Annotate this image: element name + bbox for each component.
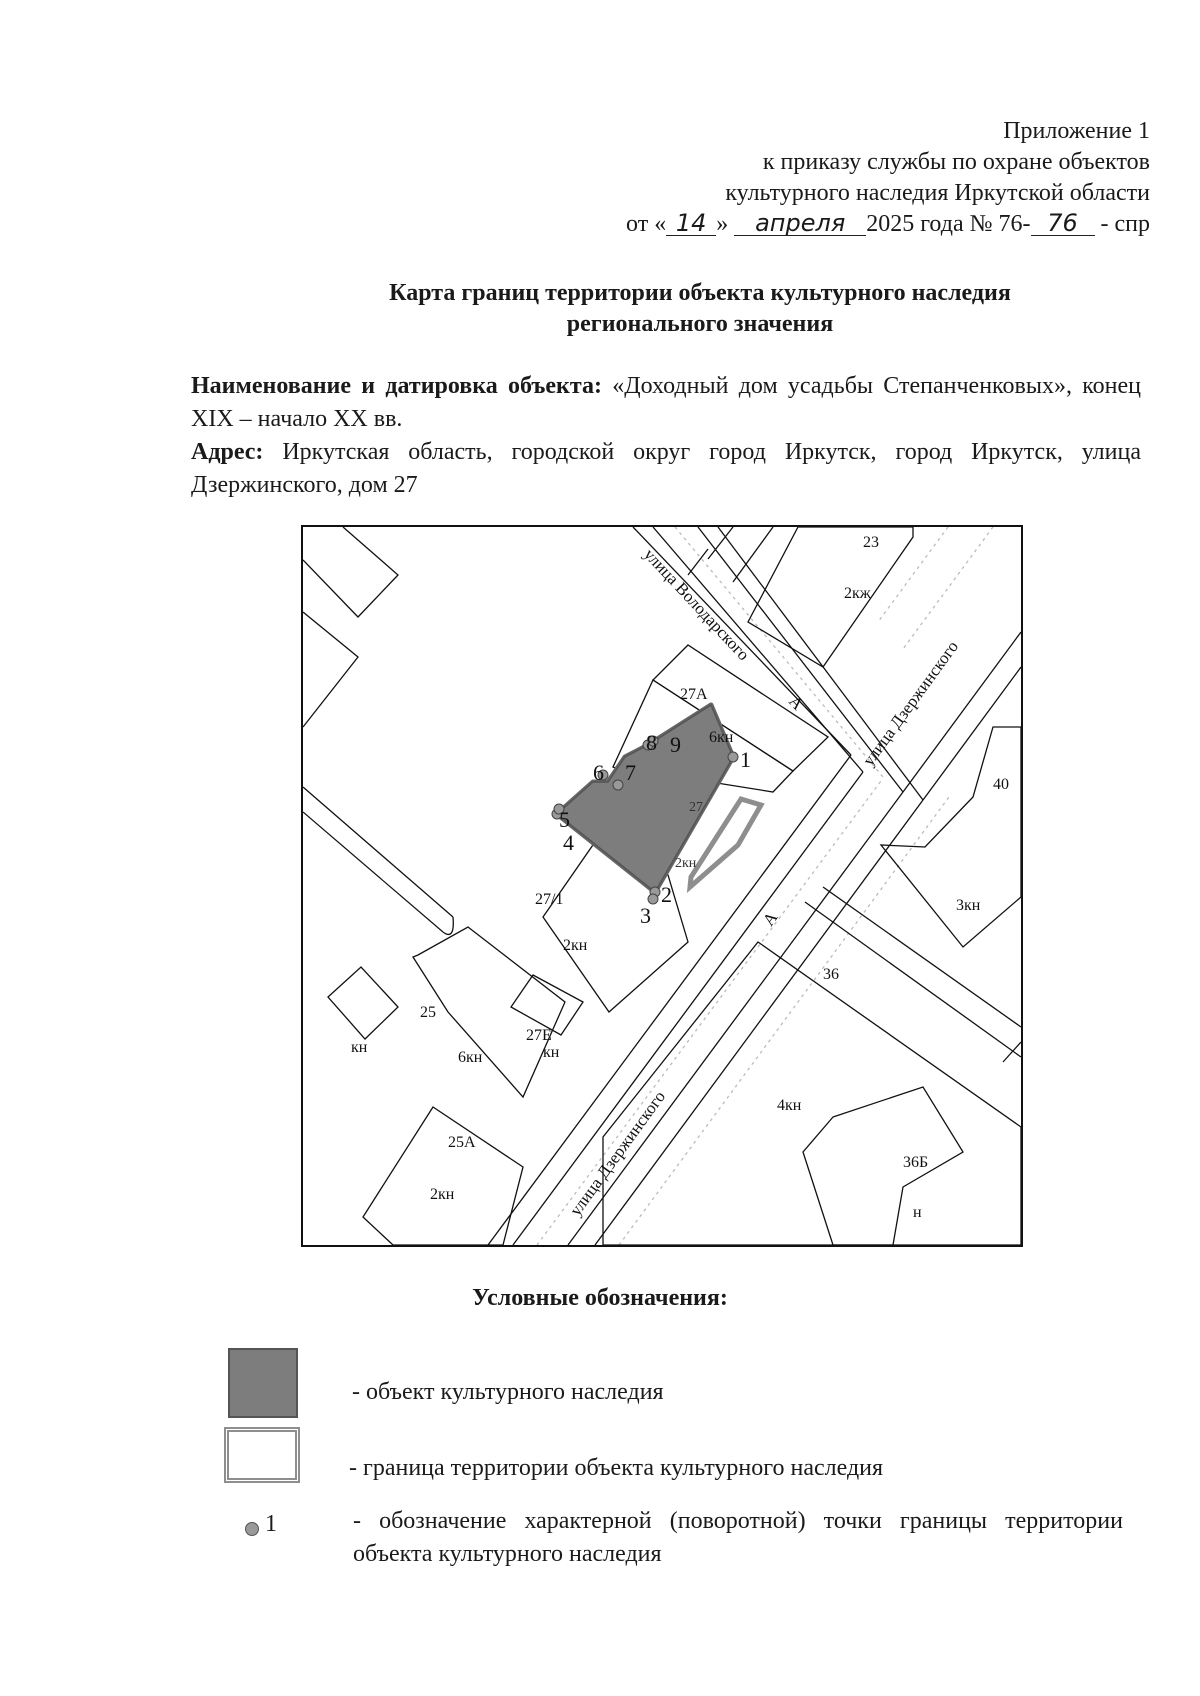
object-name-row (191, 370, 1141, 436)
boundary-map (301, 525, 1023, 1247)
legend-boundary-text: - граница территории объекта культурного наследия (349, 1455, 884, 1481)
road-west (303, 527, 453, 934)
street-label-dzerzhinskogo-lower: улица Дзержинского (565, 1087, 670, 1220)
heritage-object (557, 705, 733, 892)
parcel-36-type: 4кн (777, 1097, 802, 1114)
object-info (191, 370, 1141, 502)
parcel-40-number: 40 (993, 776, 1009, 793)
parcel-27e (511, 975, 583, 1035)
parcel-25-number: 25 (420, 1004, 436, 1021)
parcel-36b (803, 1087, 963, 1245)
object-address-row (191, 436, 1141, 502)
legend-point-icon (245, 1522, 259, 1536)
parcel-36b-type: н (913, 1204, 922, 1221)
point-label-6: 6 (593, 760, 604, 785)
point-label-7: 7 (625, 760, 636, 785)
parcel-36-number: 36 (823, 966, 839, 983)
legend-object-swatch (228, 1348, 298, 1418)
parcel-23-number: 23 (863, 534, 879, 551)
appendix-line-3: культурного наследия Иркутской области (725, 180, 1150, 206)
parcel-27-1-type: 2кн (563, 937, 588, 954)
parcel-25a (363, 1107, 523, 1245)
street-label-dzerzhinskogo-upper: улица Дзержинского (858, 637, 963, 770)
parcel-25a-type: 2кн (430, 1186, 455, 1203)
point-label-3: 3 (640, 903, 651, 928)
point-label-4: 4 (563, 830, 574, 855)
legend-point-number: 1 (265, 1511, 277, 1537)
road-code-lower: А (758, 908, 782, 930)
road-code-upper: А (785, 691, 808, 714)
object-name-value: «Доходный дом усадьбы Степанченковых», конец XIX – начало XX вв. (191, 373, 1142, 432)
parcel-27a-type: 6кн (709, 729, 734, 746)
parcel-23 (748, 527, 913, 667)
parcel-40 (881, 727, 1021, 947)
date-day: 14 (666, 211, 716, 236)
object-address-label: Адрес: (191, 439, 264, 465)
legend-title: Условные обозначения: (472, 1285, 728, 1311)
legend-object-text: - объект культурного наследия (352, 1379, 664, 1405)
appendix-date-line (626, 209, 1150, 240)
boundary-point-1 (728, 752, 738, 762)
date-suffix: - спр (1100, 211, 1150, 237)
date-year: 2025 года № 76- (866, 211, 1031, 237)
map-svg (303, 527, 1021, 1245)
street-label-volodarskogo: улица Володарского (640, 544, 754, 665)
parcel-27-1-number: 27/1 (535, 891, 564, 908)
point-label-8: 8 (646, 730, 657, 755)
document-title (220, 278, 1180, 340)
title-line-1: Карта границ территории объекта культурного наследия (389, 280, 1011, 306)
appendix-line-1: Приложение 1 (1003, 118, 1150, 144)
point-label-5: 5 (559, 807, 570, 832)
parcel-27e-type: кн (543, 1044, 560, 1061)
object-name-label: Наименование и датировка объекта: (191, 373, 602, 399)
parcel-27a-number: 27А (680, 686, 708, 703)
parcel-23-type: 2кж (844, 585, 871, 602)
date-month: апреля (734, 211, 866, 236)
parcel-36b-number: 36Б (903, 1154, 929, 1171)
legend-boundary-swatch (224, 1427, 300, 1483)
title-line-2: регионального значения (566, 311, 834, 337)
parcel-kn (328, 967, 398, 1039)
point-label-1: 1 (740, 747, 751, 772)
parcel-27-number: 27 (689, 800, 703, 815)
parcel-36 (603, 942, 1021, 1245)
legend-point-text: - обозначение характерной (поворотной) точки границы территории объекта культурного наследия (353, 1508, 1123, 1567)
road-dzerzhinskogo (488, 527, 1021, 1245)
appendix-header (626, 116, 1150, 240)
point-label-2: 2 (661, 882, 672, 907)
date-mid: » (716, 211, 729, 237)
parcel-27e-number: 27Е (526, 1027, 552, 1044)
parcel-kn-type: кн (351, 1039, 368, 1056)
parcel-25a-number: 25А (448, 1134, 476, 1151)
order-number: 76 (1031, 211, 1095, 236)
object-address-value: Иркутская область, городской округ город Иркутск, город Иркутск, улица Дзержинского, дом 27 (191, 439, 1142, 498)
point-label-9: 9 (670, 732, 681, 757)
date-prefix: от « (626, 211, 667, 237)
appendix-line-2: к приказу службы по охране объектов (762, 149, 1150, 175)
parcel-25-type: 6кн (458, 1049, 483, 1066)
parcel-40-type: 3кн (956, 897, 981, 914)
parcel-27-type: 2кн (675, 856, 697, 871)
boundary-point-7 (613, 780, 623, 790)
